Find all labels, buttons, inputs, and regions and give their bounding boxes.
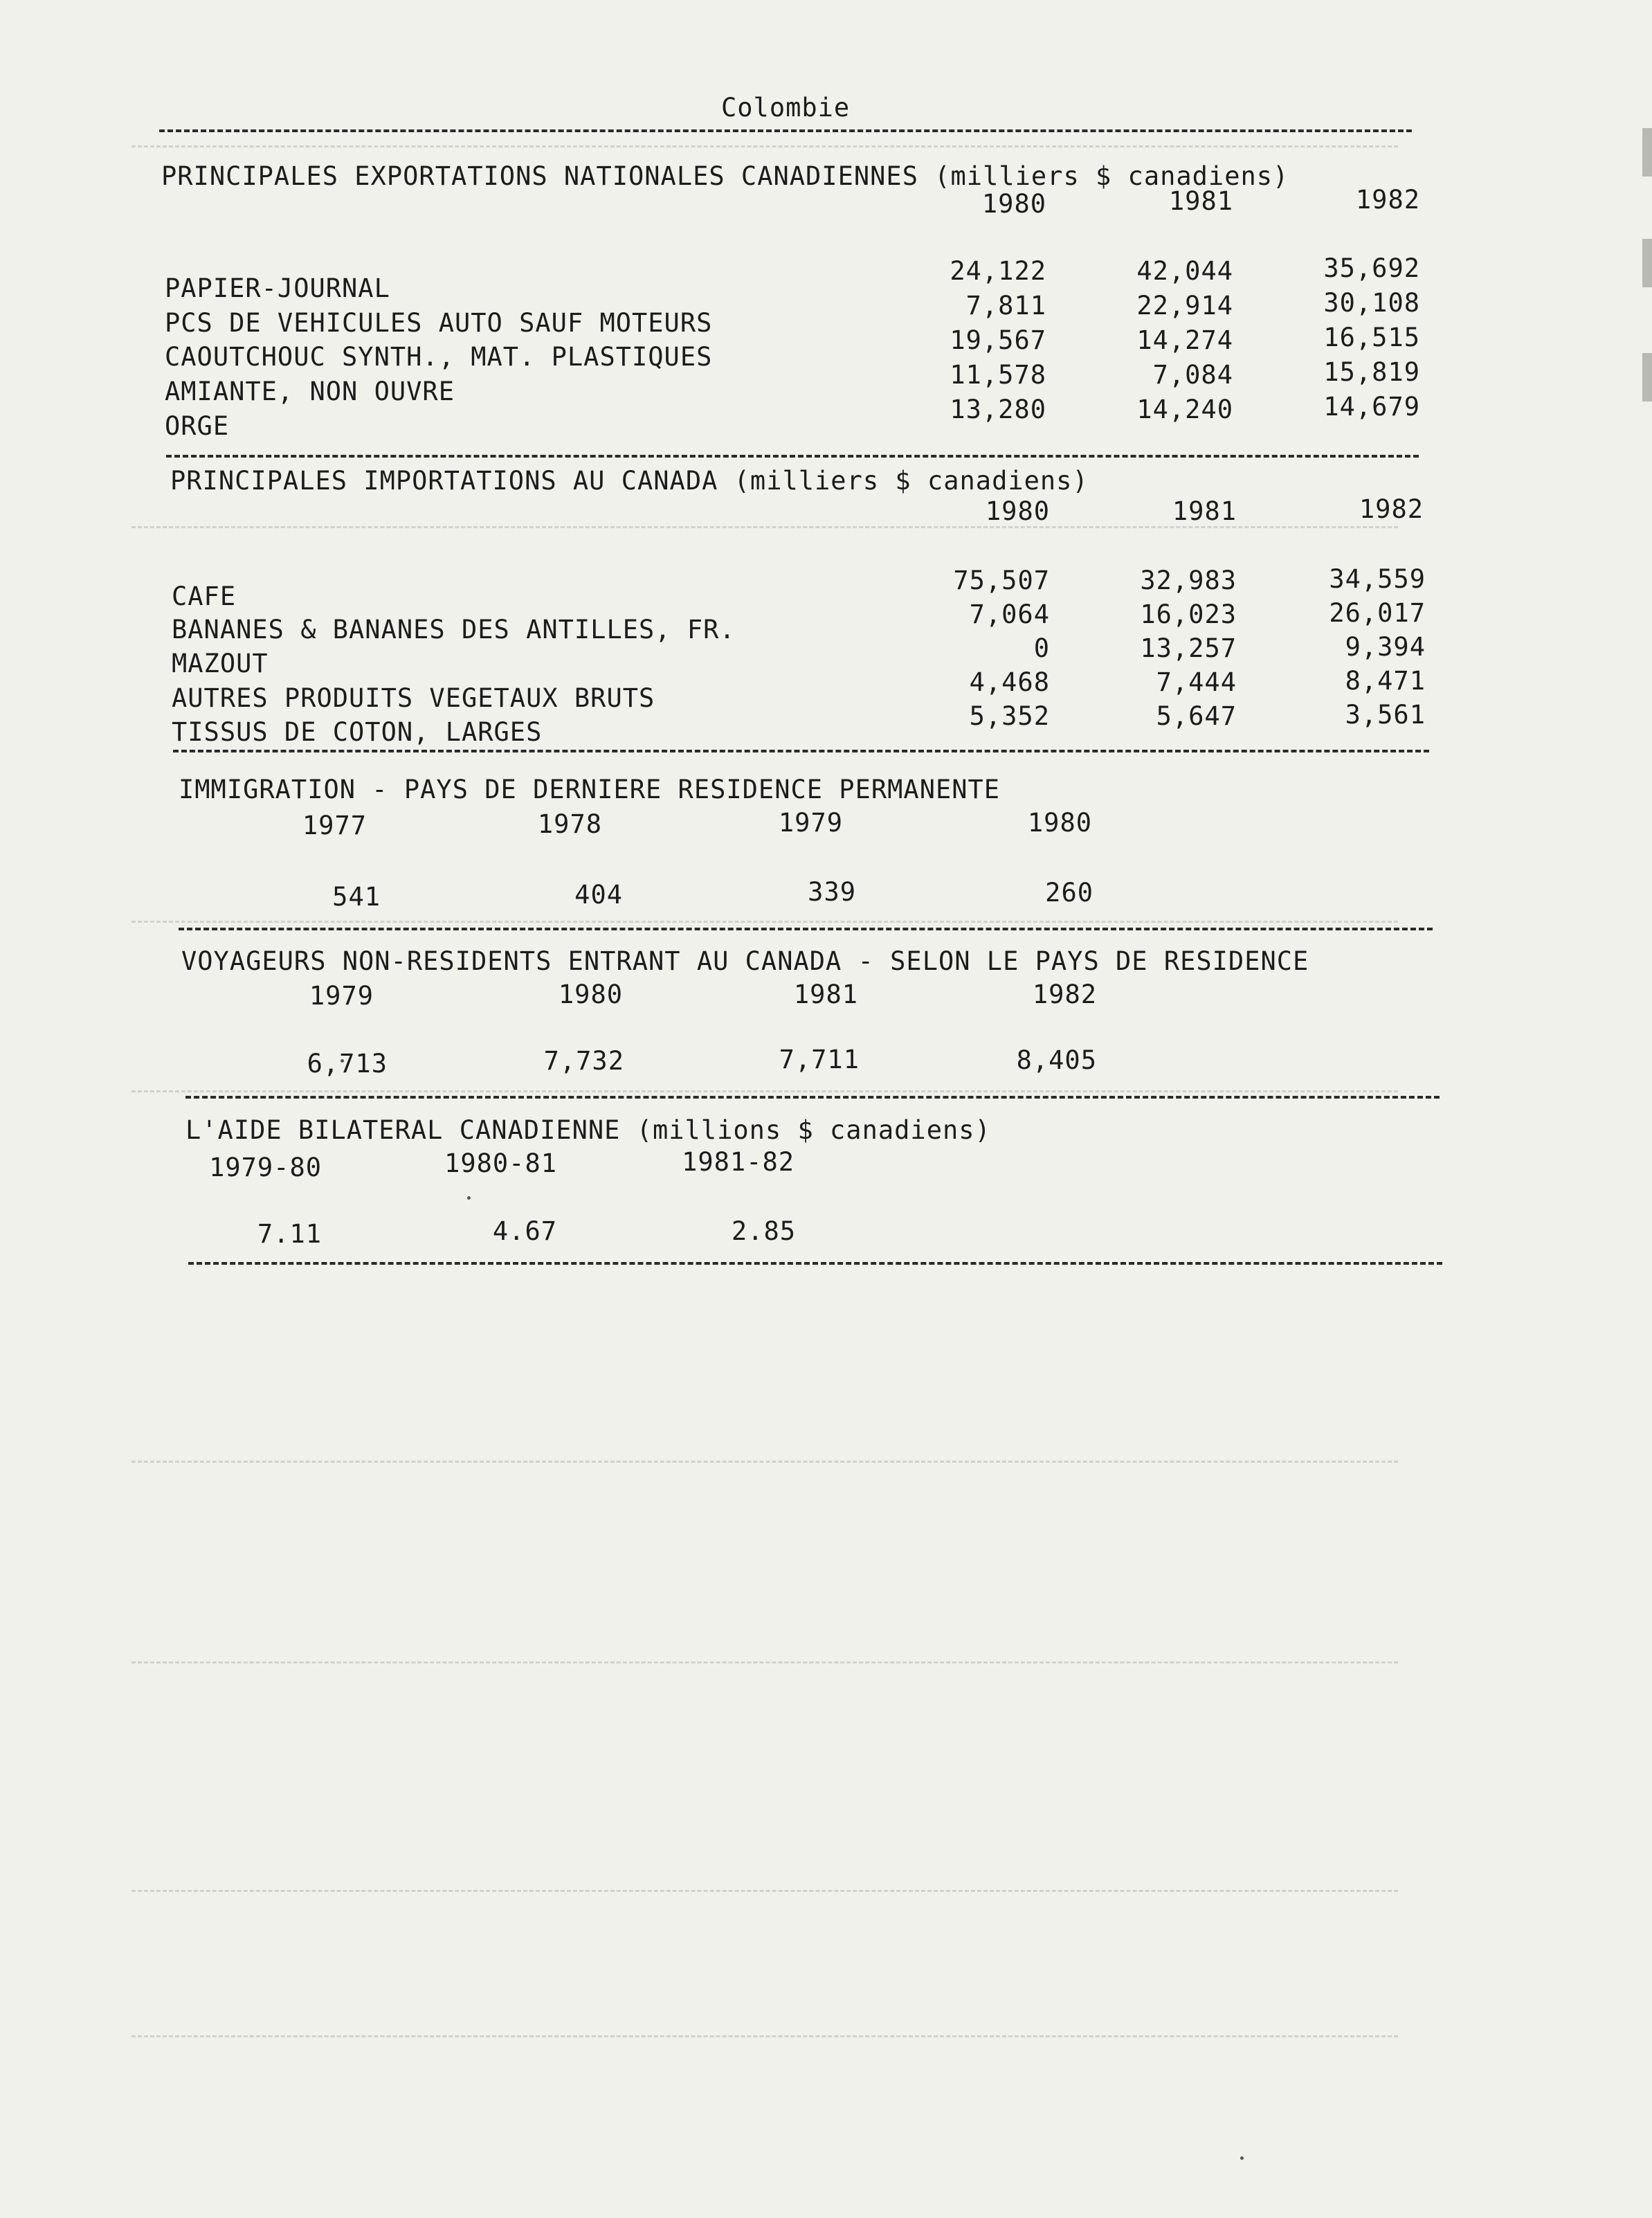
scan-edge-mark: [1642, 239, 1652, 287]
row-value-1980: 4,468: [969, 667, 1050, 697]
row-value-1980: 7,064: [969, 599, 1050, 629]
aid-value: 2.85: [731, 1216, 796, 1246]
row-label: BANANES & BANANES DES ANTILLES, FR.: [172, 615, 736, 644]
scan-edge-mark: [1642, 128, 1652, 177]
row-value-1980: 0: [1033, 633, 1050, 663]
show-through-rule: [131, 1661, 1398, 1664]
row-value-1981: 14,274: [1136, 325, 1233, 355]
section-divider: [173, 750, 1429, 752]
row-value-1980: 7,811: [965, 291, 1046, 321]
show-through-rule: [131, 921, 1398, 923]
row-value-1980: 5,352: [969, 701, 1050, 731]
travellers-heading: VOYAGEURS NON-RESIDENTS ENTRANT AU CANADA - SELON LE PAYS DE RESIDENCE: [181, 946, 1309, 976]
scan-edge-mark: [1642, 353, 1652, 402]
travellers-year: 1981: [793, 980, 858, 1009]
row-value-1981: 42,044: [1136, 256, 1233, 286]
row-value-1982: 15,819: [1323, 357, 1420, 387]
imports-heading: PRINCIPALES IMPORTATIONS AU CANADA (milliers $ canadiens): [170, 466, 1089, 496]
row-value-1981: 7,084: [1152, 360, 1233, 390]
row-value-1980: 11,578: [950, 360, 1046, 390]
speck: [1240, 2156, 1244, 2160]
immigration-heading: IMMIGRATION - PAYS DE DERNIERE RESIDENCE PERMANENTE: [179, 775, 1001, 804]
immigration-value: 541: [332, 882, 381, 912]
aid-heading: L'AIDE BILATERAL CANADIENNE (millions $ canadiens): [185, 1115, 991, 1145]
travellers-year: 1979: [309, 981, 374, 1011]
imports-year-1982: 1982: [1359, 494, 1424, 524]
show-through-rule: [131, 145, 1398, 147]
row-label: AMIANTE, NON OUVRE: [165, 377, 455, 406]
section-divider: [166, 455, 1419, 458]
section-divider: [185, 1096, 1440, 1099]
travellers-value: 6,713: [307, 1049, 388, 1079]
row-value-1982: 34,559: [1329, 564, 1426, 594]
travellers-value: 7,732: [543, 1046, 624, 1076]
row-value-1981: 22,914: [1136, 291, 1233, 321]
row-label: AUTRES PRODUITS VEGETAUX BRUTS: [172, 683, 655, 713]
row-value-1982: 3,561: [1345, 700, 1426, 730]
immigration-value: 339: [808, 877, 856, 907]
row-label: ORGE: [165, 411, 230, 441]
row-value-1981: 14,240: [1136, 395, 1233, 424]
travellers-value: 7,711: [779, 1045, 860, 1074]
aid-year: 1980-81: [444, 1148, 557, 1178]
row-value-1982: 30,108: [1323, 288, 1420, 318]
row-label: PCS DE VEHICULES AUTO SAUF MOTEURS: [165, 308, 713, 338]
travellers-value: 8,405: [1016, 1045, 1097, 1075]
section-divider: [159, 129, 1412, 132]
immigration-year: 1977: [302, 811, 367, 840]
row-label: TISSUS DE COTON, LARGES: [172, 717, 543, 747]
exports-year-1980: 1980: [981, 189, 1046, 219]
immigration-value: 260: [1045, 878, 1093, 908]
immigration-year: 1980: [1027, 808, 1092, 838]
row-value-1982: 35,692: [1323, 253, 1420, 283]
row-value-1982: 26,017: [1329, 598, 1426, 628]
immigration-year: 1978: [537, 809, 602, 839]
show-through-rule: [131, 2035, 1398, 2037]
aid-year: 1979-80: [209, 1153, 322, 1182]
show-through-rule: [131, 1890, 1398, 1892]
imports-year-1980: 1980: [985, 496, 1050, 526]
aid-value: 7.11: [257, 1219, 322, 1249]
show-through-rule: [131, 526, 1398, 528]
row-value-1980: 24,122: [950, 256, 1046, 286]
row-label: CAFE: [172, 581, 237, 611]
row-value-1981: 5,647: [1156, 701, 1237, 731]
row-value-1981: 32,983: [1140, 566, 1237, 595]
section-divider: [179, 928, 1433, 930]
exports-year-1981: 1981: [1168, 186, 1233, 216]
row-value-1980: 19,567: [950, 325, 1046, 355]
row-value-1982: 8,471: [1345, 666, 1426, 696]
travellers-year: 1980: [558, 980, 623, 1009]
row-label: CAOUTCHOUC SYNTH., MAT. PLASTIQUES: [165, 342, 713, 372]
speck: [467, 1196, 471, 1200]
row-label: MAZOUT: [172, 649, 269, 678]
row-value-1980: 13,280: [950, 395, 1046, 424]
row-value-1982: 16,515: [1323, 323, 1420, 352]
immigration-year: 1979: [778, 808, 843, 838]
show-through-rule: [131, 1090, 1398, 1092]
row-value-1981: 13,257: [1140, 633, 1237, 663]
immigration-value: 404: [574, 880, 623, 910]
row-value-1981: 7,444: [1156, 667, 1237, 697]
imports-year-1981: 1981: [1172, 496, 1237, 526]
aid-value: 4.67: [492, 1216, 557, 1246]
section-divider: [188, 1262, 1442, 1265]
row-value-1982: 9,394: [1345, 632, 1426, 662]
row-value-1982: 14,679: [1323, 392, 1420, 422]
row-label: PAPIER-JOURNAL: [165, 273, 390, 303]
exports-heading: PRINCIPALES EXPORTATIONS NATIONALES CANADIENNES (milliers $ canadiens): [161, 161, 1289, 191]
exports-year-1982: 1982: [1355, 185, 1420, 215]
travellers-year: 1982: [1032, 980, 1097, 1009]
row-value-1980: 75,507: [953, 566, 1050, 595]
row-value-1981: 16,023: [1140, 599, 1237, 629]
show-through-rule: [131, 1461, 1398, 1463]
page-title: Colombie: [721, 93, 851, 123]
aid-year: 1981-82: [682, 1147, 795, 1177]
